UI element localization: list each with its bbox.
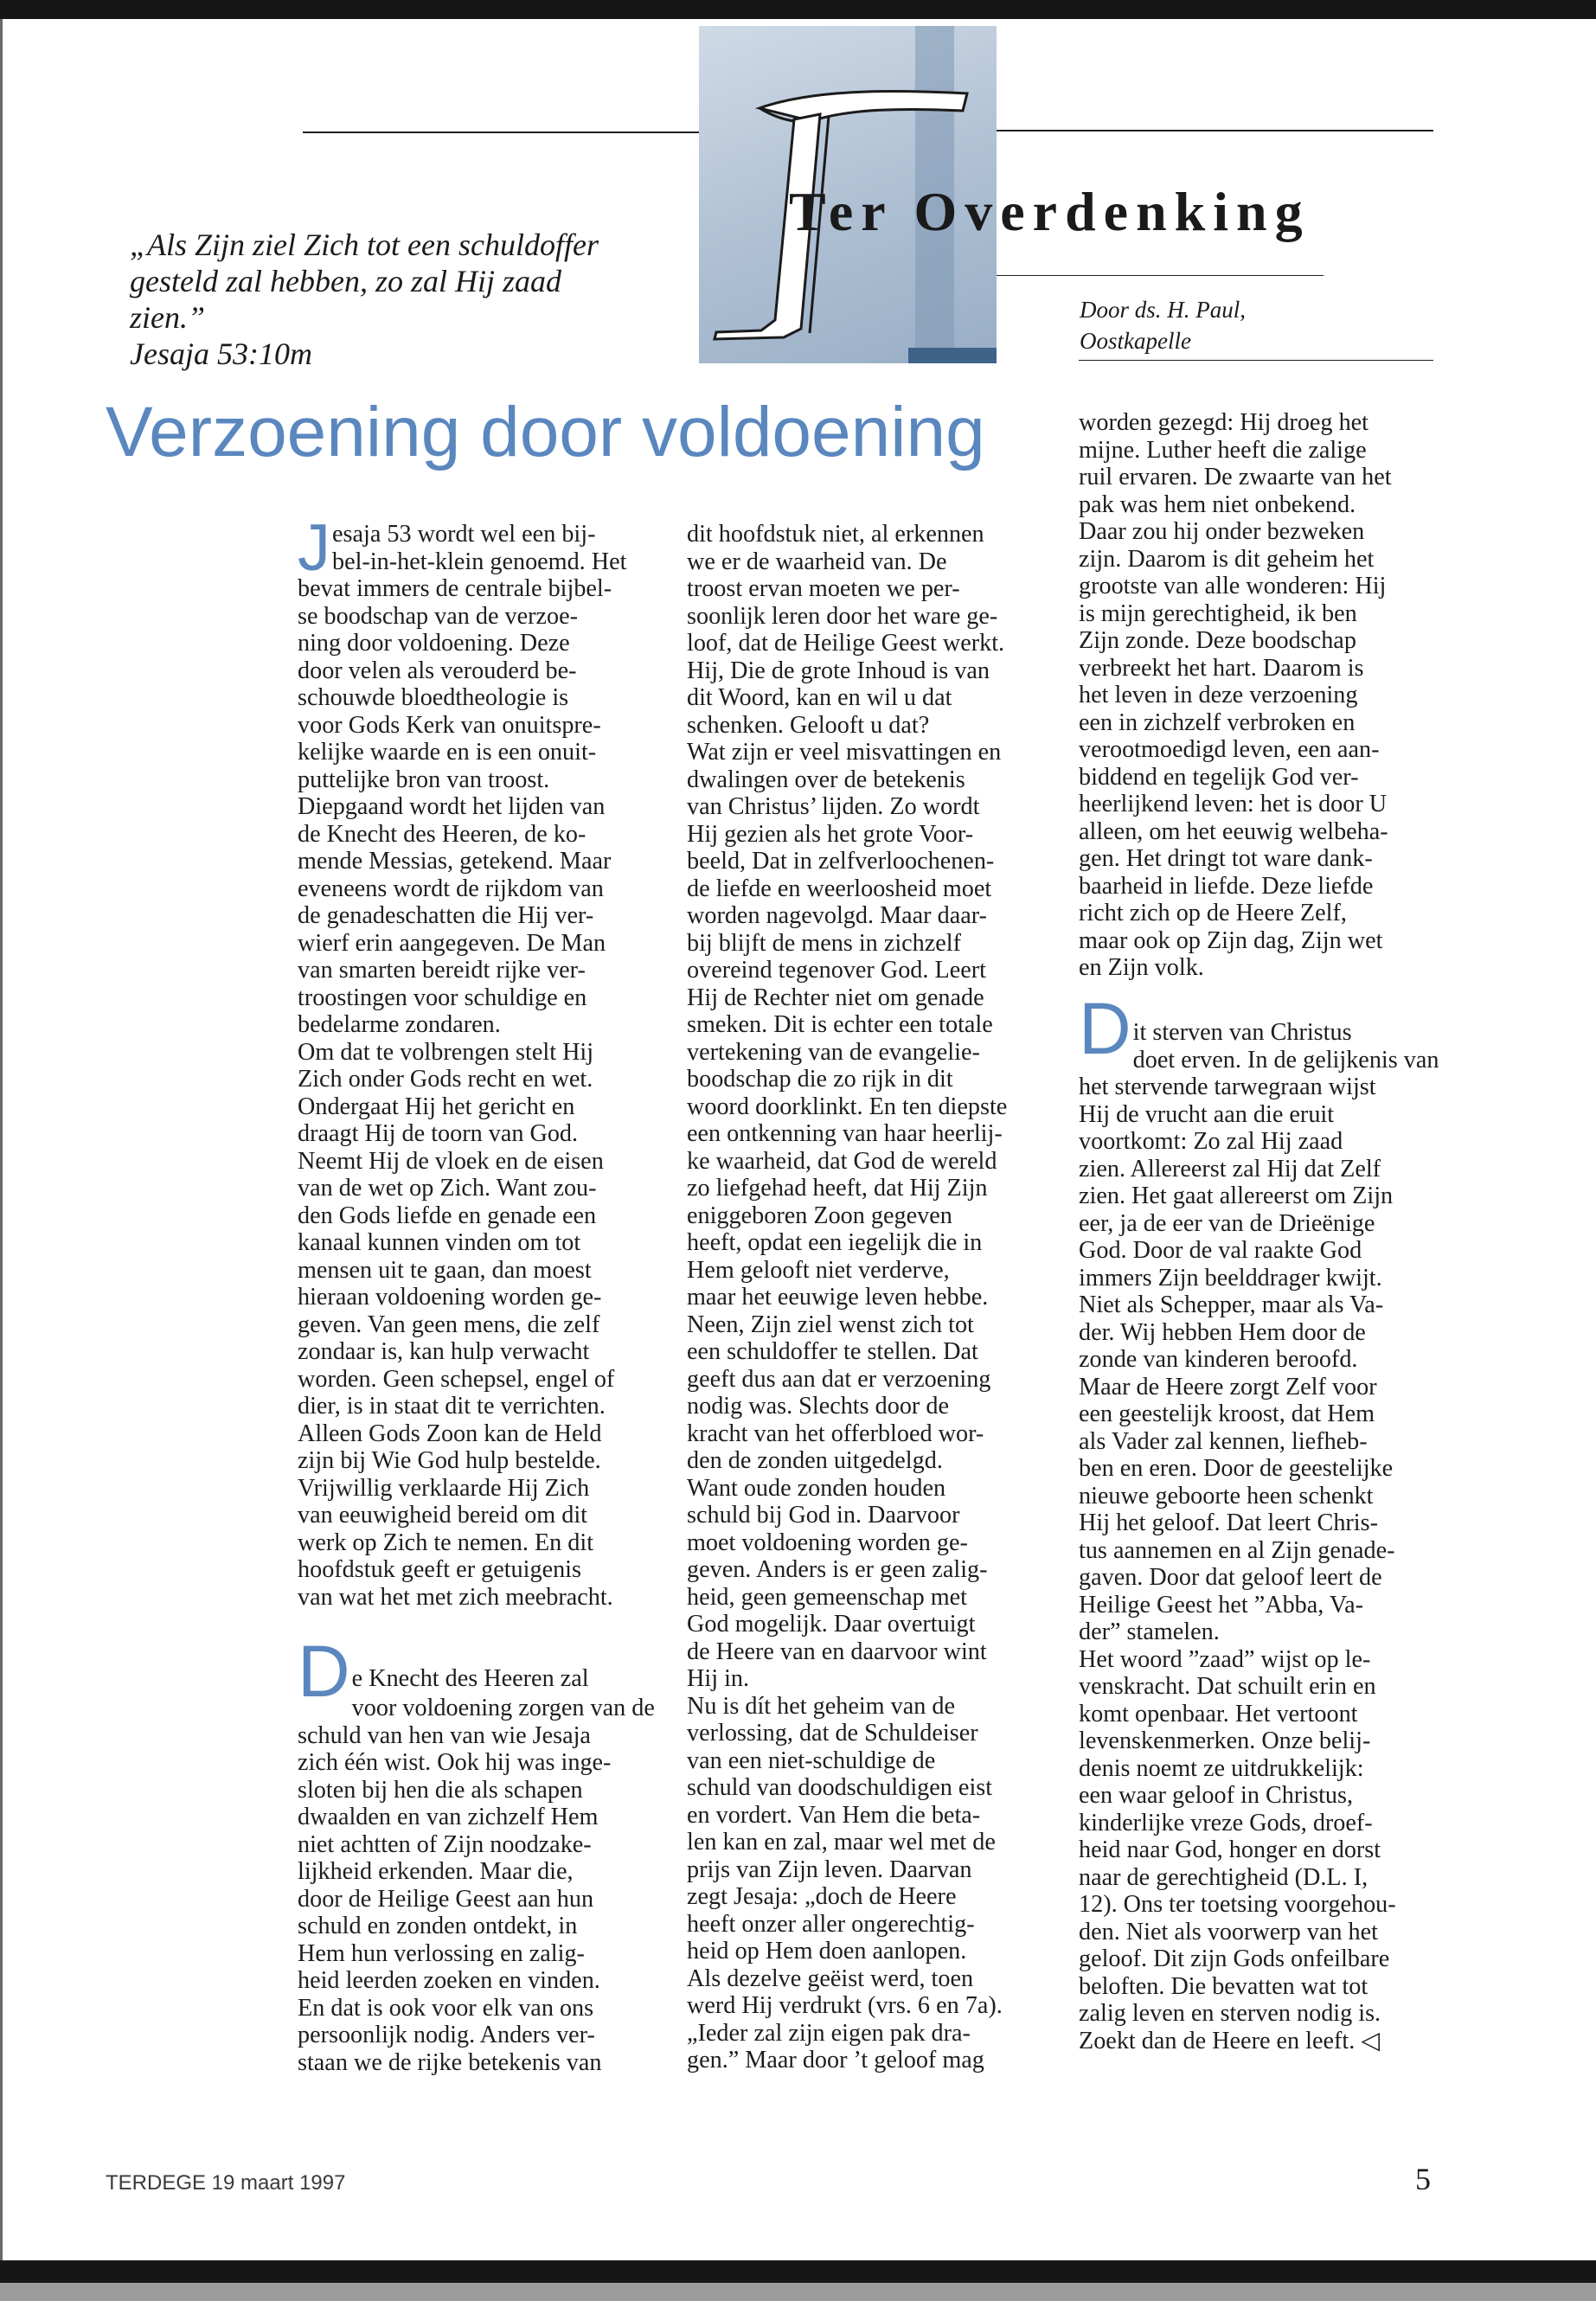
text-line: it sterven van Christus: [1132, 1019, 1352, 1046]
paragraph-2-lines: [298, 1695, 655, 2076]
quote-line: zien.”: [130, 300, 206, 335]
text-line: een ontkenning van haar heerlij-: [687, 1120, 1003, 1147]
text-line: heid, geen gemeenschap met: [687, 1583, 968, 1611]
text-line: God mogelijk. Daar overtuigt: [687, 1611, 976, 1638]
text-line: nodig was. Slechts door de: [687, 1393, 949, 1420]
epigraph-quote: [130, 227, 649, 372]
text-line: len kan en zal, maar wel met de: [687, 1829, 996, 1856]
section-label: Ter Overdenking: [789, 181, 1311, 242]
text-line: heeft, opdat een iegelijk die in: [687, 1229, 983, 1256]
text-line: Hij, Die de grote Inhoud is van: [687, 657, 990, 684]
bottom-border: [0, 2260, 1596, 2283]
text-line: Het woord ”zaad” wijst op le-: [1079, 1645, 1371, 1673]
text-line: dit Woord, kan en wil u dat: [687, 684, 952, 711]
text-line: zalig leven en sterven nodig is.: [1079, 2000, 1381, 2027]
text-line: levenskenmerken. Onze belij-: [1079, 1727, 1371, 1754]
column-3-lines-b: [1079, 1046, 1439, 2055]
text-line: der” stamelen.: [1079, 1618, 1220, 1645]
text-line: hoofdstuk geeft er getuigenis: [298, 1556, 581, 1583]
text-line: een waar geloof in Christus,: [1079, 1782, 1354, 1809]
text-line: mijne. Luther heeft die zalige: [1079, 436, 1367, 464]
text-line: voor Gods Kerk van onuitspre-: [298, 711, 601, 739]
quote-line: „Als Zijn ziel Zich tot een schuldoffer: [130, 228, 599, 262]
header-rule-left: [303, 131, 699, 133]
text-line: beloften. Die bevatten wat tot: [1079, 1972, 1368, 2000]
text-line: kracht van het offerbloed wor-: [687, 1420, 984, 1447]
text-line: kanaal kunnen vinden om tot: [298, 1229, 581, 1256]
text-line: ben en eren. Door de geestelijke: [1079, 1455, 1394, 1482]
text-line: voor voldoening zorgen van de: [351, 1695, 655, 1721]
text-line: een geestelijk kroost, dat Hem: [1079, 1400, 1375, 1427]
text-line: tus aannemen en al Zijn genade-: [1079, 1536, 1395, 1564]
text-line: een schuldoffer te stellen. Dat: [687, 1338, 978, 1365]
text-line: bevat immers de centrale bijbel-: [298, 575, 612, 602]
text-line: doet erven. In de gelijkenis van: [1132, 1046, 1439, 1074]
text-line: zonde van kinderen beroofd.: [1079, 1346, 1358, 1373]
text-line: 12). Ons ter toetsing voorgehou-: [1079, 1891, 1396, 1918]
text-line: het stervende tarwegraan wijst: [1079, 1074, 1376, 1100]
text-line: Zijn zonde. Deze boodschap: [1079, 627, 1356, 654]
text-line: biddend en tegelijk God ver-: [1079, 763, 1359, 791]
text-line: heid naar God, honger en dorst: [1079, 1836, 1381, 1863]
text-line: zien. Allereerst zal Hij dat Zelf: [1079, 1155, 1381, 1183]
text-line: Vrijwillig verklaarde Hij Zich: [298, 1474, 590, 1502]
text-line: staan we de rijke betekenis van: [298, 2048, 602, 2076]
text-line: Daar zou hij onder bezweken: [1079, 518, 1365, 545]
text-line: Niet als Schepper, maar als Va-: [1079, 1292, 1384, 1318]
text-line: troost ervan moeten we per-: [687, 575, 960, 602]
text-line: gen.” Maar door ’t geloof mag: [687, 2047, 984, 2073]
text-line: heid leerden zoeken en vinden.: [298, 1967, 600, 1994]
text-line: Wat zijn er veel misvattingen en: [687, 739, 1002, 766]
text-line: bedelarme zondaren.: [298, 1011, 501, 1038]
text-line: zijn. Daarom is dit geheim het: [1079, 545, 1375, 573]
text-line: naar de gerechtigheid (D.L. I,: [1079, 1863, 1368, 1891]
text-line: Hij in.: [687, 1665, 750, 1692]
text-line: Diepgaand wordt het lijden van: [298, 793, 606, 820]
text-line: schuld van hen van wie Jesaja: [298, 1721, 591, 1749]
text-line: immers Zijn beelddrager kwijt.: [1079, 1264, 1382, 1292]
text-line: moet voldoening worden ge-: [687, 1529, 968, 1556]
text-line: als Vader zal kennen, liefheb-: [1079, 1427, 1368, 1455]
text-line: worden. Geen schepsel, engel of: [298, 1365, 615, 1393]
paragraph-1-lines: [298, 548, 652, 1612]
text-line: hieraan voldoening worden ge-: [298, 1284, 602, 1311]
text-line: door velen als verouderd be-: [298, 657, 577, 684]
top-border: [0, 0, 1596, 19]
text-line: de Knecht des Heeren, de ko-: [298, 820, 586, 848]
text-line: smeken. Dit is echter een totale: [687, 1011, 993, 1038]
text-line: verbreekt het hart. Daarom is: [1079, 654, 1364, 682]
text-line: maar ook op Zijn dag, Zijn wet: [1079, 926, 1383, 954]
text-line: soonlijk leren door het ware ge-: [687, 602, 998, 630]
text-line: pak was hem niet onbekend.: [1079, 490, 1356, 518]
text-line: Hij gezien als het grote Voor-: [687, 820, 974, 848]
text-line: puttelijke bron van troost.: [298, 766, 550, 793]
text-line: kelijke waarde en is een onuit-: [298, 739, 597, 766]
text-line: prijs van Zijn leven. Daarvan: [687, 1856, 972, 1883]
footer-publication: TERDEGE 19 maart 1997: [106, 2171, 346, 2195]
text-line: Als dezelve geëist werd, toen: [687, 1965, 974, 1992]
text-line: woord doorklinkt. En ten diepste: [687, 1093, 1008, 1120]
bottom-strip: [0, 2283, 1596, 2301]
text-line: beeld, Dat in zelfverloochenen-: [687, 848, 995, 875]
column-3-lines-a: [1079, 409, 1433, 982]
text-line: loof, dat de Heilige Geest werkt.: [687, 630, 1005, 657]
text-line: dwalingen over de betekenis: [687, 766, 965, 793]
text-line: dier, is in staat dit te verrichten.: [298, 1393, 606, 1420]
text-line: lijkheid erkenden. Maar die,: [298, 1858, 574, 1885]
text-line: zien. Het gaat allereerst om Zijn: [1079, 1183, 1394, 1209]
text-line: van de wet op Zich. Want zou-: [298, 1175, 597, 1202]
text-line: richt zich op de Heere Zelf,: [1079, 900, 1347, 926]
text-line: Maar de Heere zorgt Zelf voor: [1079, 1373, 1377, 1400]
text-line: denis noemt ze uitdrukkelijk:: [1079, 1754, 1364, 1782]
author-place: Oostkapelle: [1080, 328, 1191, 354]
drop-cap: D: [1079, 988, 1131, 1069]
text-line: geven. Van geen mens, die zelf: [298, 1311, 600, 1338]
text-line: van een niet-schuldige de: [687, 1747, 936, 1774]
text-line: zegt Jesaja: „doch de Heere: [687, 1883, 957, 1910]
article-column-2: [687, 521, 1042, 2074]
text-line: van wat het met zich meebracht.: [298, 1583, 613, 1611]
text-line: en Zijn volk.: [1079, 954, 1204, 981]
text-line: zijn bij Wie God hulp bestelde.: [298, 1447, 601, 1474]
text-line: wierf erin aangegeven. De Man: [298, 929, 606, 957]
text-line: mende Messias, getekend. Maar: [298, 848, 612, 875]
text-line: Hij de vrucht aan die eruit: [1079, 1100, 1335, 1128]
text-line: Want oude zonden houden: [687, 1474, 946, 1502]
text-line: boodschap die zo rijk in dit: [687, 1066, 953, 1093]
left-edge: [0, 19, 3, 2260]
article-column-3: [1079, 409, 1439, 2054]
text-line: de Heere van en daarvoor wint: [687, 1638, 987, 1665]
text-line: Hij het geloof. Dat leert Chris-: [1079, 1509, 1378, 1536]
text-line: Zich onder Gods recht en wet.: [298, 1066, 593, 1093]
text-line: e Knecht des Heeren zal: [351, 1665, 589, 1692]
text-line: den. Niet als voorwerp van het: [1079, 1918, 1378, 1945]
text-line: ning door voldoening. Deze: [298, 630, 570, 657]
text-line: geeft dus aan dat er verzoening: [687, 1365, 991, 1393]
quote-line: gesteld zal hebben, zo zal Hij zaad: [130, 264, 561, 298]
text-line: persoonlijk nodig. Anders ver-: [298, 2022, 595, 2048]
text-line: alleen, om het eeuwig welbeha-: [1079, 817, 1388, 845]
text-line: geven. Anders is er geen zalig-: [687, 1556, 988, 1583]
column-2-lines: [687, 521, 1042, 2074]
header-rule-right: [997, 130, 1433, 131]
text-line: schouwde bloedtheologie is: [298, 684, 569, 711]
text-line: Nu is dít het geheim van de: [687, 1692, 955, 1720]
text-line: de genadeschatten die Hij ver-: [298, 902, 594, 929]
text-line: Neen, Zijn ziel wenst zich tot: [687, 1311, 974, 1338]
text-line: God. Door de val raakte God: [1079, 1237, 1362, 1264]
text-line: het leven in deze verzoening: [1079, 682, 1358, 708]
text-line: bel-in-het-klein genoemd. Het: [332, 548, 627, 575]
drop-cap: J: [298, 511, 330, 585]
text-line: de liefde en weerloosheid moet: [687, 875, 992, 902]
text-line: bij blijft de mens in zichzelf: [687, 929, 962, 957]
text-line: gen. Het dringt tot ware dank-: [1079, 845, 1373, 872]
text-line: we er de waarheid van. De: [687, 548, 947, 575]
text-line: schuld van doodschuldigen eist: [687, 1774, 993, 1801]
text-line: eveneens wordt de rijkdom van: [298, 875, 604, 902]
text-line: schuld bij God in. Daarvoor: [687, 1502, 960, 1529]
text-line: dit hoofdstuk niet, al erkennen: [687, 521, 984, 548]
text-line: Zoekt dan de Heere en leeft. ◁: [1079, 2027, 1381, 2054]
text-line: Ondergaat Hij het gericht en: [298, 1093, 575, 1120]
text-line: draagt Hij de toorn van God.: [298, 1120, 579, 1147]
text-line: verlossing, dat de Schuldeiser: [687, 1720, 978, 1747]
text-line: nieuwe geboorte heen schenkt: [1079, 1482, 1374, 1509]
text-line: worden gezegd: Hij droeg het: [1079, 409, 1369, 436]
text-line: eniggeboren Zoon gegeven: [687, 1202, 952, 1229]
text-line: heid op Hem doen aanlopen.: [687, 1938, 967, 1965]
text-line: Om dat te volbrengen stelt Hij: [298, 1038, 594, 1066]
text-line: schenken. Gelooft u dat?: [687, 711, 930, 739]
text-line: Alleen Gods Zoon kan de Held: [298, 1420, 602, 1447]
page-number: 5: [1415, 2162, 1431, 2196]
text-line: komt openbaar. Het vertoont: [1079, 1700, 1358, 1727]
text-line: van Christus’ lijden. Zo wordt: [687, 793, 980, 820]
text-line: werk op Zich te nemen. En dit: [298, 1529, 594, 1556]
text-line: se boodschap van de verzoe-: [298, 602, 579, 630]
text-line: worden nagevolgd. Maar daar-: [687, 902, 987, 929]
text-line: vertekening van de evangelie-: [687, 1038, 980, 1066]
quote-reference: Jesaja 53:10m: [130, 336, 312, 371]
text-line: zondaar is, kan hulp verwacht: [298, 1338, 590, 1365]
drop-cap: D: [298, 1631, 350, 1712]
article-headline: Verzoening door voldoening: [106, 393, 985, 471]
text-line: Neemt Hij de vloek en de eisen: [298, 1147, 604, 1175]
text-line: heerlijkend leven: het is door U: [1079, 791, 1388, 817]
text-line: niet achtten of Zijn noodzake-: [298, 1830, 592, 1858]
text-line: Hij de Rechter niet om genade: [687, 984, 984, 1011]
text-line: eer, ja de eer van de Drieënige: [1079, 1209, 1375, 1237]
text-line: kinderlijke vreze Gods, droef-: [1079, 1809, 1373, 1836]
text-line: zo liefgehad heeft, dat Hij Zijn: [687, 1175, 988, 1202]
text-line: van smarten bereidt rijke ver-: [298, 957, 586, 984]
text-line: Hem gelooft niet verderve,: [687, 1256, 950, 1284]
text-line: verootmoedigd leven, een aan-: [1079, 736, 1380, 763]
byline-rule-bottom: [1079, 360, 1433, 361]
text-line: troostingen voor schuldige en: [298, 984, 587, 1011]
text-line: voortkomt: Zo zal Hij zaad: [1079, 1128, 1343, 1155]
text-line: geloof. Dit zijn Gods onfeilbare: [1079, 1945, 1390, 1972]
text-line: is mijn gerechtigheid, ik ben: [1079, 599, 1357, 627]
text-line: den Gods liefde en genade een: [298, 1202, 597, 1229]
text-line: en vordert. Van Hem die beta-: [687, 1801, 981, 1829]
text-line: der. Wij hebben Hem door de: [1079, 1318, 1366, 1346]
text-line: overeind tegenover God. Leert: [687, 957, 986, 984]
text-line: den de zonden uitgedelgd.: [687, 1447, 943, 1474]
author-name: Door ds. H. Paul,: [1080, 297, 1247, 323]
text-line: werd Hij verdrukt (vrs. 6 en 7a).: [687, 1992, 1003, 2019]
byline-rule-top: [997, 275, 1324, 276]
text-line: sloten bij hen die als schapen: [298, 1776, 583, 1804]
text-line: dwaalden en van zichzelf Hem: [298, 1804, 599, 1830]
text-line: „Ieder zal zijn eigen pak dra-: [687, 2019, 971, 2047]
text-line: Hem hun verlossing en zalig-: [298, 1939, 585, 1967]
byline: [1080, 294, 1339, 356]
text-line: schuld en zonden ontdekt, in: [298, 1913, 578, 1939]
text-line: ke waarheid, dat God de wereld: [687, 1147, 997, 1175]
article-column-1: [298, 511, 655, 2076]
text-line: een in zichzelf verbroken en: [1079, 708, 1356, 736]
text-line: zich één wist. Ook hij was inge-: [298, 1749, 612, 1776]
text-line: ruil ervaren. De zwaarte van het: [1079, 464, 1392, 490]
text-line: venskracht. Dat schuilt erin en: [1079, 1673, 1376, 1700]
text-line: heeft onzer aller ongerechtig-: [687, 1910, 975, 1938]
text-line: gaven. Door dat geloof leert de: [1079, 1564, 1382, 1591]
text-line: maar het eeuwige leven hebbe.: [687, 1284, 989, 1311]
text-line: esaja 53 wordt wel een bij-: [332, 521, 596, 548]
text-line: En dat is ook voor elk van ons: [298, 1994, 594, 2022]
text-line: van eeuwigheid bereid om dit: [298, 1502, 588, 1529]
text-line: baarheid in liefde. Deze liefde: [1079, 872, 1374, 900]
text-line: grootste van alle wonderen: Hij: [1079, 573, 1387, 599]
text-line: mensen uit te gaan, dan moest: [298, 1256, 592, 1284]
text-line: door de Heilige Geest aan hun: [298, 1885, 594, 1913]
text-line: Heilige Geest het ”Abba, Va-: [1079, 1591, 1363, 1618]
